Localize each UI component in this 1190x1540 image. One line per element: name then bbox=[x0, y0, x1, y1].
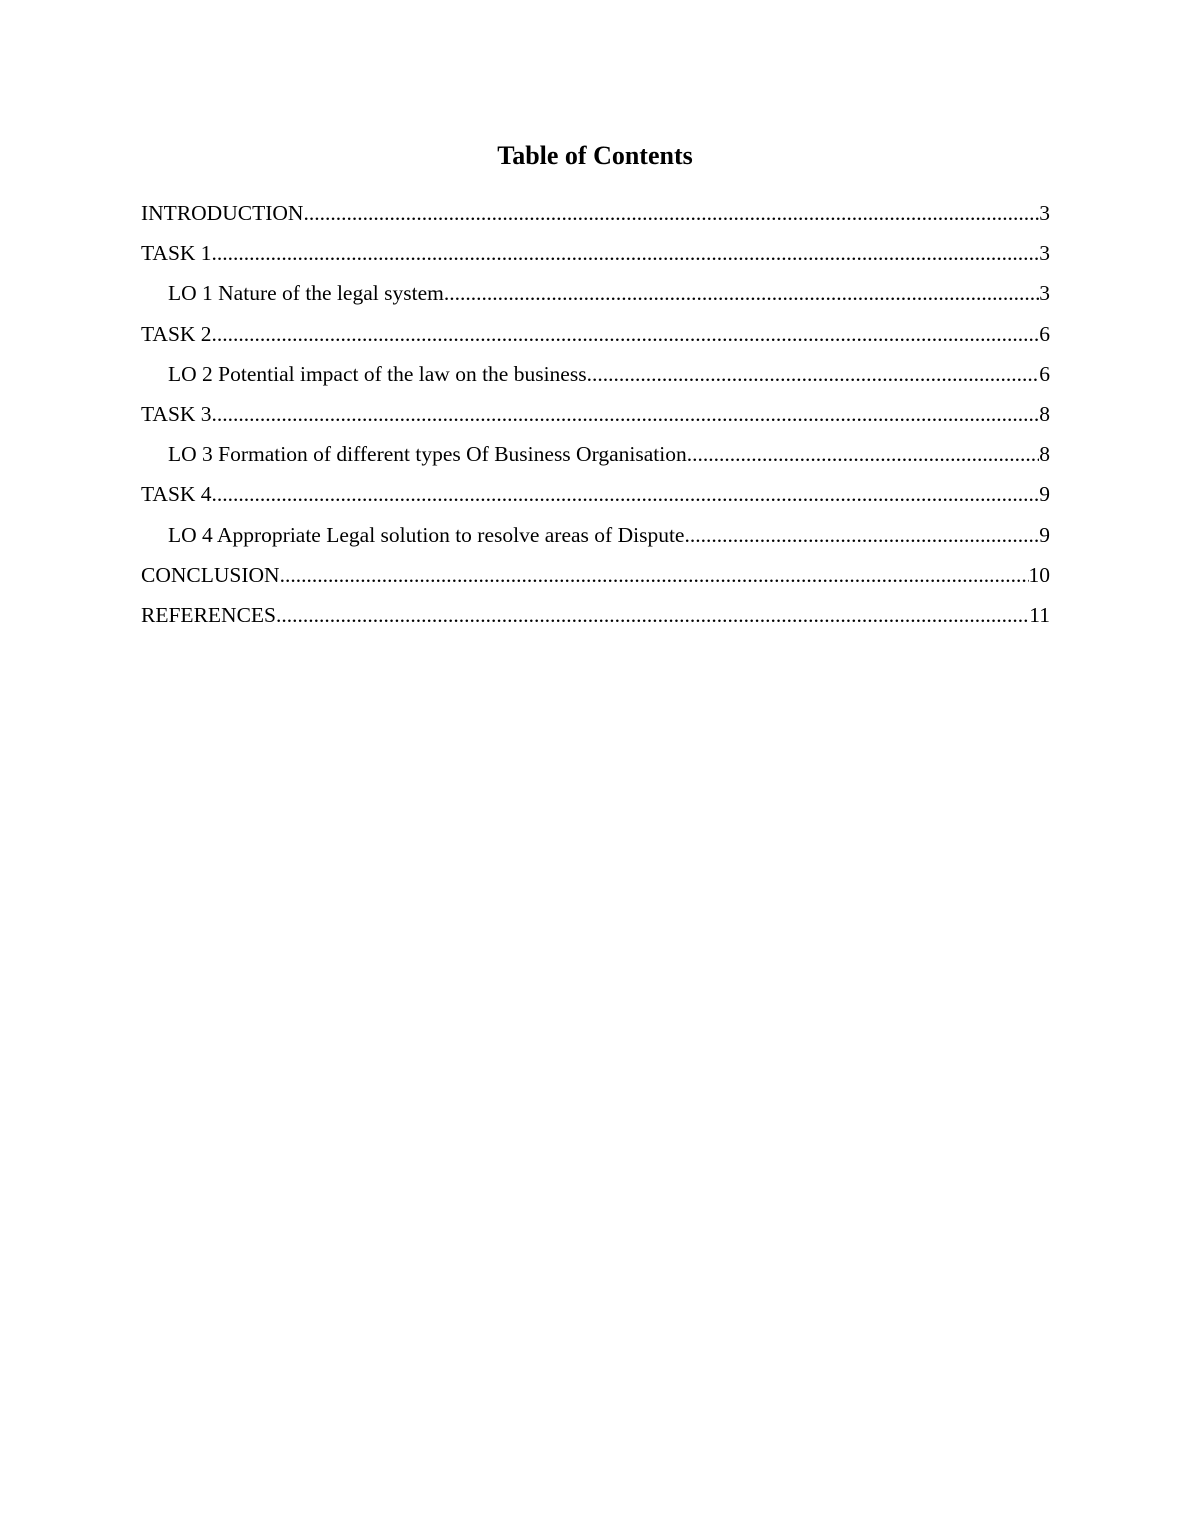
toc-list bbox=[141, 196, 1050, 638]
toc-dot-leader bbox=[280, 558, 1029, 592]
toc-dot-leader bbox=[212, 317, 1040, 351]
toc-entry-task-1[interactable] bbox=[141, 236, 1050, 276]
toc-dot-leader bbox=[212, 477, 1040, 511]
toc-page-number: 9 bbox=[1039, 482, 1050, 507]
toc-page-number: 9 bbox=[1039, 522, 1050, 547]
toc-page-number: 8 bbox=[1039, 401, 1050, 426]
toc-entry-lo-3[interactable] bbox=[141, 437, 1050, 477]
toc-dot-leader bbox=[212, 397, 1040, 431]
toc-dot-leader bbox=[587, 357, 1040, 391]
toc-entry-lo-1[interactable] bbox=[141, 276, 1050, 316]
toc-entry-label: LO 1 Nature of the legal system bbox=[168, 281, 444, 306]
toc-entry-task-4[interactable] bbox=[141, 477, 1050, 517]
toc-entry-label: LO 2 Potential impact of the law on the business bbox=[168, 361, 587, 386]
toc-page-number: 10 bbox=[1028, 562, 1050, 587]
toc-entry-label: TASK 1 bbox=[141, 241, 212, 266]
toc-page-number: 3 bbox=[1039, 281, 1050, 306]
page-title: Table of Contents bbox=[497, 141, 693, 170]
toc-entry-label: LO 4 Appropriate Legal solution to resolve areas of Dispute bbox=[168, 522, 685, 547]
toc-page-number: 6 bbox=[1039, 321, 1050, 346]
toc-entry-conclusion[interactable] bbox=[141, 558, 1050, 598]
toc-dot-leader bbox=[303, 196, 1039, 230]
toc-dot-leader bbox=[444, 276, 1039, 310]
toc-entry-label: LO 3 Formation of different types Of Business Organisation bbox=[168, 442, 687, 467]
toc-entry-lo-2[interactable] bbox=[141, 357, 1050, 397]
toc-page-number: 11 bbox=[1029, 602, 1050, 627]
toc-entry-task-3[interactable] bbox=[141, 397, 1050, 437]
toc-entry-task-2[interactable] bbox=[141, 317, 1050, 357]
toc-dot-leader bbox=[684, 518, 1039, 552]
toc-entry-introduction[interactable] bbox=[141, 196, 1050, 236]
toc-entry-label: CONCLUSION bbox=[141, 562, 280, 587]
toc-entry-label: TASK 4 bbox=[141, 482, 212, 507]
toc-dot-leader bbox=[212, 236, 1040, 270]
toc-dot-leader bbox=[687, 437, 1040, 471]
toc-entry-label: TASK 3 bbox=[141, 401, 212, 426]
toc-page-number: 3 bbox=[1039, 201, 1050, 225]
toc-page-number: 6 bbox=[1039, 361, 1050, 386]
toc-dot-leader bbox=[276, 598, 1029, 632]
toc-page-number: 8 bbox=[1039, 442, 1050, 467]
toc-entry-label: REFERENCES bbox=[141, 602, 276, 627]
toc-entry-label: TASK 2 bbox=[141, 321, 212, 346]
toc-entry-label: INTRODUCTION bbox=[141, 201, 304, 225]
toc-page-number: 3 bbox=[1039, 241, 1050, 266]
toc-entry-references[interactable] bbox=[141, 598, 1050, 638]
toc-entry-lo-4[interactable] bbox=[141, 518, 1050, 558]
